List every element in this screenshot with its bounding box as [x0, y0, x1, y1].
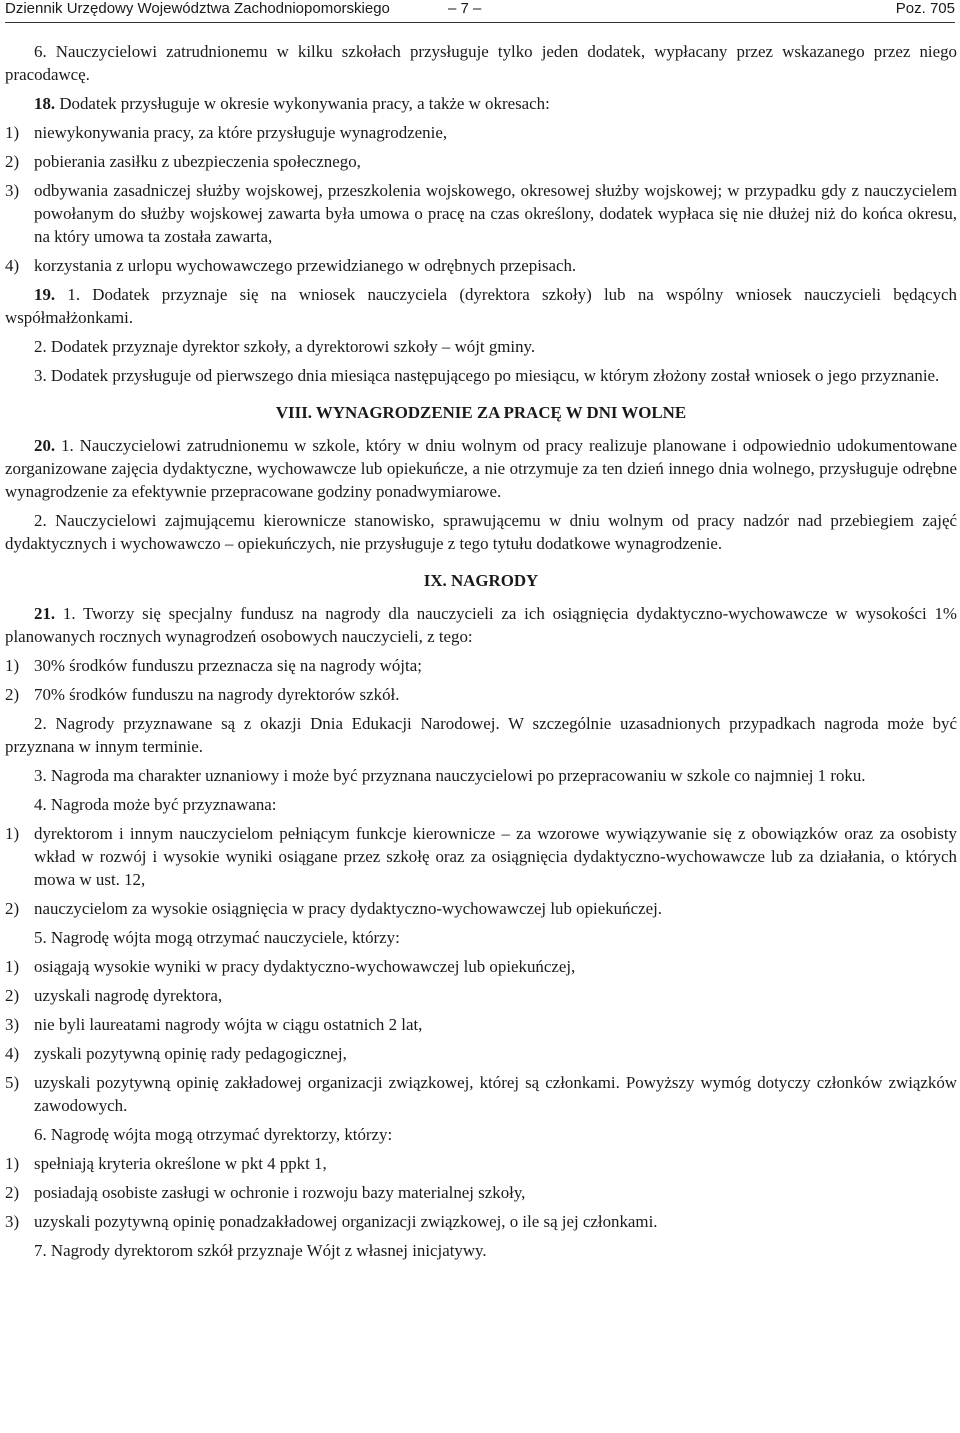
s21-paragraph-2: 2. Nagrody przyznawane są z okazji Dnia Edukacji Narodowej. W szczególnie uzasadnionych przypadkach nagroda może być przyznana w innym terminie. [5, 714, 957, 756]
list-item-number: 2) [5, 899, 20, 918]
s20-p1-text: 1. Nauczycielowi zatrudnionemu w szkole, który w dniu wolnym od pracy realizuje planowane i odpowiednio udokumentowane zorganizowane zajęcia dydaktyczne, wychowawcze lub opiekuńcze, a nie otrzymuje za ten dzień innego dnia wolnego, przysługuje odrębne wynagrodzenie za efektywnie przepracowane godziny ponadwymiarowe. [5, 436, 957, 501]
section-number: 18. [34, 94, 56, 113]
s21-paragraph-1 [5, 602, 957, 648]
section-title-viii: VIII. WYNAGRODZENIE ZA PRACĘ W DNI WOLNE [275, 403, 687, 422]
section-number: 21. [34, 604, 56, 623]
s21-paragraph-5: 5. Nagrodę wójta mogą otrzymać nauczyciele, którzy: [34, 928, 400, 947]
s19-p1-text: 1. Dodatek przyznaje się na wniosek nauczyciela (dyrektora szkoły) lub na wspólny wniosek nauczycieli będących współmałżonkami. [5, 285, 957, 327]
list-item [5, 254, 957, 277]
list-item-number: 1) [5, 656, 20, 675]
section-number: 19. [34, 285, 56, 304]
list-item-number: 1) [5, 123, 20, 142]
list-item-text: odbywania zasadniczej służby wojskowej, przeszkolenia wojskowego, okresowej służby wojskowej; w przypadku gdy z nauczycielem powołanym do służby wojskowej zawarta była umowa o pracę na czas określony, dodatek wypłaca się nie dłużej niż do końca okresu, na który umowa ta została zawarta, [34, 181, 957, 246]
list-item-number: 2) [5, 685, 20, 704]
list-item-text: korzystania z urlopu wychowawczego przewidzianego w odrębnych przepisach. [34, 256, 577, 275]
list-item-number: 3) [5, 181, 20, 200]
s21-p1-text: 1. Tworzy się specjalny fundusz na nagrody dla nauczycieli za ich osiągnięcia dydaktyczno-wychowawcze w wysokości 1% planowanych rocznych wynagrodzeń osobowych nauczycieli, z tego: [5, 604, 957, 646]
list-item [5, 1013, 957, 1036]
list-item-text: nauczycielom za wysokie osiągnięcia w pracy dydaktyczno-wychowawczej lub opiekuńczej. [34, 899, 662, 918]
s21-list-4 [5, 822, 957, 920]
list-item [5, 984, 957, 1007]
list-item-text: uzyskali nagrodę dyrektora, [34, 986, 223, 1005]
list-item-text: pobierania zasiłku z ubezpieczenia społecznego, [34, 152, 361, 171]
s19-paragraph-2: 2. Dodatek przyznaje dyrektor szkoły, a dyrektorowi szkoły – wójt gminy. [34, 337, 536, 356]
s21-list-5 [5, 955, 957, 1117]
list-item-text: uzyskali pozytywną opinię zakładowej organizacji związkowej, której są członkami. Powyższy wymóg dotyczy członków związków zawodowych. [34, 1073, 957, 1115]
list-item [5, 683, 957, 706]
list-item-number: 5) [5, 1073, 20, 1092]
document-body [5, 40, 957, 1262]
s20-paragraph-2: 2. Nauczycielowi zajmującemu kierownicze stanowisko, sprawującemu w dniu wolnym od pracy nadzór nad przebiegiem zajęć dydaktycznych i wychowawczo – opiekuńczych, nie przysługuje z tego tytułu dodatkowe wynagrodzenie. [5, 511, 957, 553]
list-item [5, 1210, 957, 1233]
list-item-number: 1) [5, 1154, 20, 1173]
position-number: Poz. 705 [895, 0, 955, 17]
journal-title: Dziennik Urzędowy Województwa Zachodniopomorskiego [5, 0, 390, 17]
list-item-text: osiągają wysokie wyniki w pracy dydaktyczno-wychowawczej lub opiekuńczej, [34, 957, 576, 976]
list-item-number: 3) [5, 1212, 20, 1231]
list-item [5, 822, 957, 891]
page-number: – 7 – [448, 0, 482, 17]
section-title-ix: IX. NAGRODY [423, 571, 539, 590]
list-item [5, 1181, 957, 1204]
list-item-number: 4) [5, 1044, 20, 1063]
s21-list-6 [5, 1152, 957, 1233]
list-item-number: 2) [5, 986, 20, 1005]
list-item [5, 897, 957, 920]
s18-intro [5, 92, 957, 115]
list-item [5, 1042, 957, 1065]
list-item-text: nie byli laureatami nagrody wójta w ciągu ostatnich 2 lat, [34, 1015, 423, 1034]
list-item-text: spełniają kryteria określone w pkt 4 ppkt 1, [34, 1154, 327, 1173]
list-item-text: 30% środków funduszu przeznacza się na nagrody wójta; [34, 656, 422, 675]
list-item-text: dyrektorom i innym nauczycielom pełniącym funkcje kierownicze – za wzorowe wywiązywanie się z obowiązków oraz za osobisty wkład w rozwój i wysokie wyniki osiągane przez szkołę oraz za osiągnięcia dydaktyczno-wychowawcze lub za działania, o których mowa w ust. 12, [34, 824, 957, 889]
s21-paragraph-3: 3. Nagroda ma charakter uznaniowy i może być przyznana nauczycielowi po przepracowaniu w szkole co najmniej 1 roku. [34, 766, 866, 785]
list-item [5, 150, 957, 173]
s18-intro-text: Dodatek przysługuje w okresie wykonywania pracy, a także w okresach: [55, 94, 550, 113]
list-item [5, 1071, 957, 1117]
list-item-text: niewykonywania pracy, za które przysługuje wynagrodzenie, [34, 123, 448, 142]
list-item-number: 1) [5, 957, 20, 976]
list-item-number: 2) [5, 152, 20, 171]
s19-paragraph-1 [5, 283, 957, 329]
s18-list [5, 121, 957, 277]
list-item [5, 179, 957, 248]
s21-paragraph-4: 4. Nagroda może być przyznawana: [34, 795, 277, 814]
s21-list-1 [5, 654, 957, 706]
list-item-number: 1) [5, 824, 20, 843]
list-item [5, 121, 957, 144]
s17-paragraph-6: 6. Nauczycielowi zatrudnionemu w kilku szkołach przysługuje tylko jeden dodatek, wypłacany przez wskazanego przez niego pracodawcę. [5, 42, 957, 84]
s21-paragraph-6: 6. Nagrodę wójta mogą otrzymać dyrektorzy, którzy: [34, 1125, 393, 1144]
list-item-number: 4) [5, 256, 20, 275]
list-item [5, 1152, 957, 1175]
list-item-text: uzyskali pozytywną opinię ponadzakładowej organizacji związkowej, o ile są jej członkami. [34, 1212, 658, 1231]
list-item-text: 70% środków funduszu na nagrody dyrektorów szkół. [34, 685, 400, 704]
page-header [5, 0, 955, 23]
s20-paragraph-1 [5, 434, 957, 503]
list-item [5, 955, 957, 978]
section-number: 20. [34, 436, 56, 455]
list-item-number: 3) [5, 1015, 20, 1034]
list-item-number: 2) [5, 1183, 20, 1202]
s21-paragraph-7: 7. Nagrody dyrektorom szkół przyznaje Wójt z własnej inicjatywy. [34, 1241, 487, 1260]
list-item-text: posiadają osobiste zasługi w ochronie i rozwoju bazy materialnej szkoły, [34, 1183, 526, 1202]
document-page [5, 0, 957, 1433]
s19-paragraph-3: 3. Dodatek przysługuje od pierwszego dnia miesiąca następującego po miesiącu, w którym złożony został wniosek o jego przyznanie. [34, 366, 940, 385]
list-item [5, 654, 957, 677]
list-item-text: zyskali pozytywną opinię rady pedagogicznej, [34, 1044, 347, 1063]
